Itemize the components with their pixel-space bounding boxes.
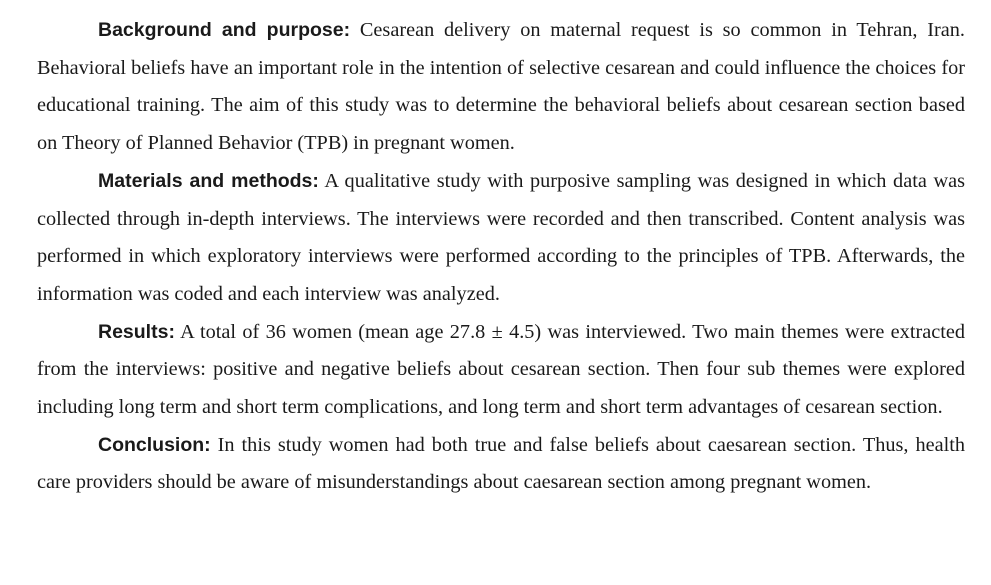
results-paragraph bbox=[37, 314, 965, 427]
results-heading: Results: bbox=[98, 320, 175, 343]
methods-paragraph bbox=[37, 163, 965, 314]
conclusion-paragraph bbox=[37, 427, 965, 502]
results-text: A total of 36 women (mean age 27.8 ± 4.5) was interviewed. Two main themes were extracted from the interviews: positive and negative beliefs about cesarean section. Then four sub themes were explored including long term and short term complications, and long term and short term advantages of cesarean section. bbox=[37, 320, 965, 419]
background-text: Cesarean delivery on maternal request is so common in Tehran, Iran. Behavioral beliefs have an important role in the intention of selective cesarean and could influence the choices for educational training. The aim of this study was to determine the behavioral beliefs about cesarean section based on Theory of Planned Behavior (TPB) in pregnant women. bbox=[37, 19, 965, 155]
methods-text: A qualitative study with purposive sampling was designed in which data was collected through in-depth interviews. The interviews were recorded and then transcribed. Content analysis was performed in which exploratory interviews were performed according to the principles of TPB. Afterwards, the information was coded and each interview was analyzed. bbox=[37, 169, 965, 305]
background-paragraph bbox=[37, 12, 965, 163]
background-heading: Background and purpose: bbox=[98, 19, 351, 41]
conclusion-text: In this study women had both true and false beliefs about caesarean section. Thus, health care providers should be aware of misunderstandings about caesarean section among pregnant women. bbox=[37, 433, 966, 494]
methods-heading: Materials and methods: bbox=[98, 169, 319, 192]
abstract bbox=[37, 12, 965, 502]
conclusion-heading: Conclusion: bbox=[98, 433, 211, 456]
